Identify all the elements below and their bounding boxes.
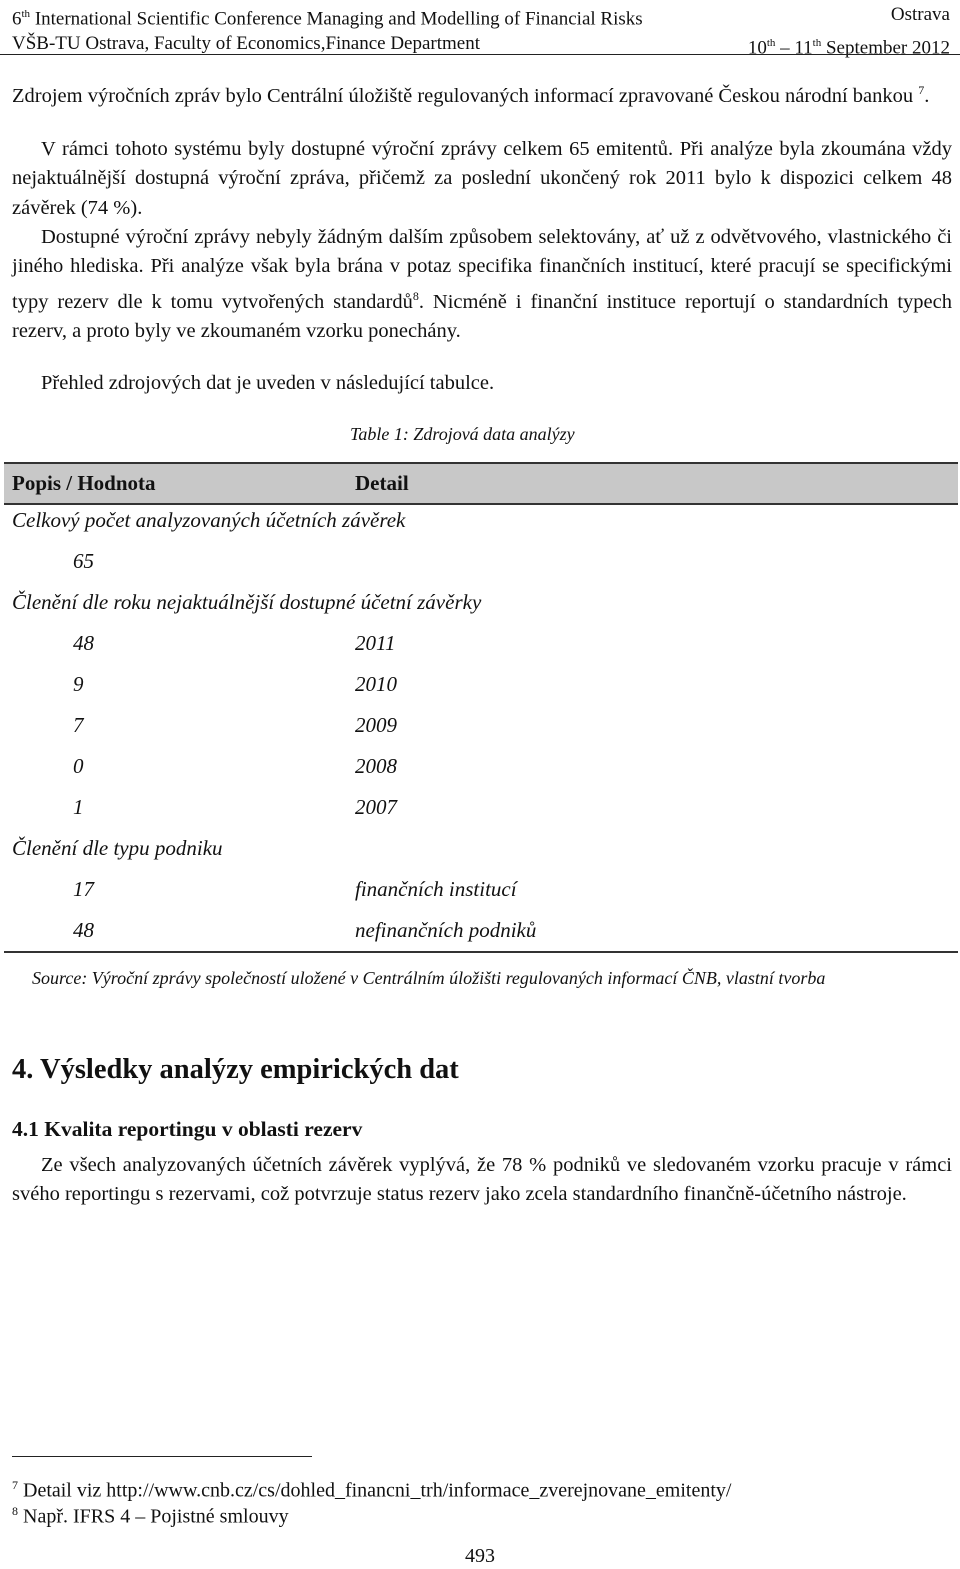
table-bottom-rule [4,951,958,953]
footnote-divider [12,1456,312,1457]
paragraph-sample: V rámci tohoto systému byly dostupné výroční zprávy celkem 65 emitentů. Při analýze byla zkoumána vždy nejaktuálnější dostupná výroční zpráva, přičemž za poslední ukončený rok 2011 bylo k dispozici celkem 48 závěrek (74 %). [12,138,952,219]
table-row [0,666,960,707]
row-value: 48 [73,631,94,655]
running-header [12,2,950,61]
row-value: 1 [73,795,84,819]
table-row [0,625,960,666]
table-row [0,584,960,625]
row-value: 65 [73,549,94,573]
table-row [0,871,960,912]
header-cell-description: Popis / Hodnota [12,471,156,495]
row-detail: 2007 [355,795,397,819]
table-row [0,789,960,830]
row-value: 7 [73,713,84,737]
table-caption: Table 1: Zdrojová data analýzy [350,424,575,444]
table-row [0,912,960,953]
header-divider [0,54,960,55]
table-row [0,748,960,789]
footnote-8: $^8$ Např. IFRS 4 – Pojistné smlouvy [12,1504,289,1528]
conference-affiliation: VŠB-TU Ostrava, Faculty of Economics,Finance Department [12,33,481,55]
row-detail: nefinančních podniků [355,918,537,942]
table-row [0,707,960,748]
row-detail: 2008 [355,754,397,778]
row-label: Celkový počet analyzovaných účetních závěrek [12,508,406,532]
paragraph-data-source: Zdrojem výročních zpráv bylo Centrální úložiště regulovaných informací zpravované Českou národní bankou $^7$. [12,83,930,107]
row-value: 48 [73,918,94,942]
subsection-heading: 4.1 Kvalita reportingu v oblasti rezerv [12,1117,363,1141]
table-header [4,462,958,505]
table-row [0,830,960,871]
table-source-note: Source: Výroční zprávy společností uložené v Centrálním úložišti regulovaných informací ČNB, vlastní tvorba [32,968,826,988]
conference-city: Ostrava [890,4,950,25]
footnote-7: $^7$ Detail viz http://www.cnb.cz/cs/dohled_financni_trh/informace_zverejnovane_emitenty/ [12,1478,732,1502]
row-value: 17 [73,877,94,901]
row-detail: finančních institucí [355,877,517,901]
paragraph-reporting-quality: Ze všech analyzovaných účetních závěrek vyplývá, že 78 % podniků ve sledovaném vzorku pracuje v rámci svého reportingu s rezervami, což potvrzuje status rezerv jako zcela standardního finančně-účetního nástroje. [12,1154,952,1206]
header-cell-detail: Detail [355,471,409,495]
row-detail: 2011 [355,631,396,655]
paragraph-selection: Dostupné výroční zprávy nebyly žádným dalším způsobem selektovány, ať už z odvětvového, vlastnického či jiného hlediska. Při analýze však byla brána v potaz specifika finančních institucí, které pracují se specifickými typy rezerv dle k tomu vytvořených standardů$^8$. Nicméně i finanční instituce reportují o standardních typech rezerv, a proto byly ve zkoumaném vzorku ponechány. [12,226,952,342]
row-detail: 2010 [355,672,397,696]
row-value: 9 [73,672,84,696]
paragraph-table-intro: Přehled zdrojových dat je uveden v následující tabulce. [41,372,495,394]
row-label: Členění dle roku nejaktuálnější dostupné účetní závěrky [12,590,482,614]
conference-title: 6th International Scientific Conference Managing and Modelling of Financial Risks [12,8,643,30]
section-heading: 4. Výsledky analýzy empirických dat [12,1054,459,1085]
table-row [0,543,960,584]
row-value: 0 [73,754,84,778]
row-label: Členění dle typu podniku [12,836,223,860]
page-number: 493 [465,1545,495,1567]
row-detail: 2009 [355,713,397,737]
conference-date: 10th – 11th September 2012 [747,37,950,59]
table-row [0,502,960,543]
